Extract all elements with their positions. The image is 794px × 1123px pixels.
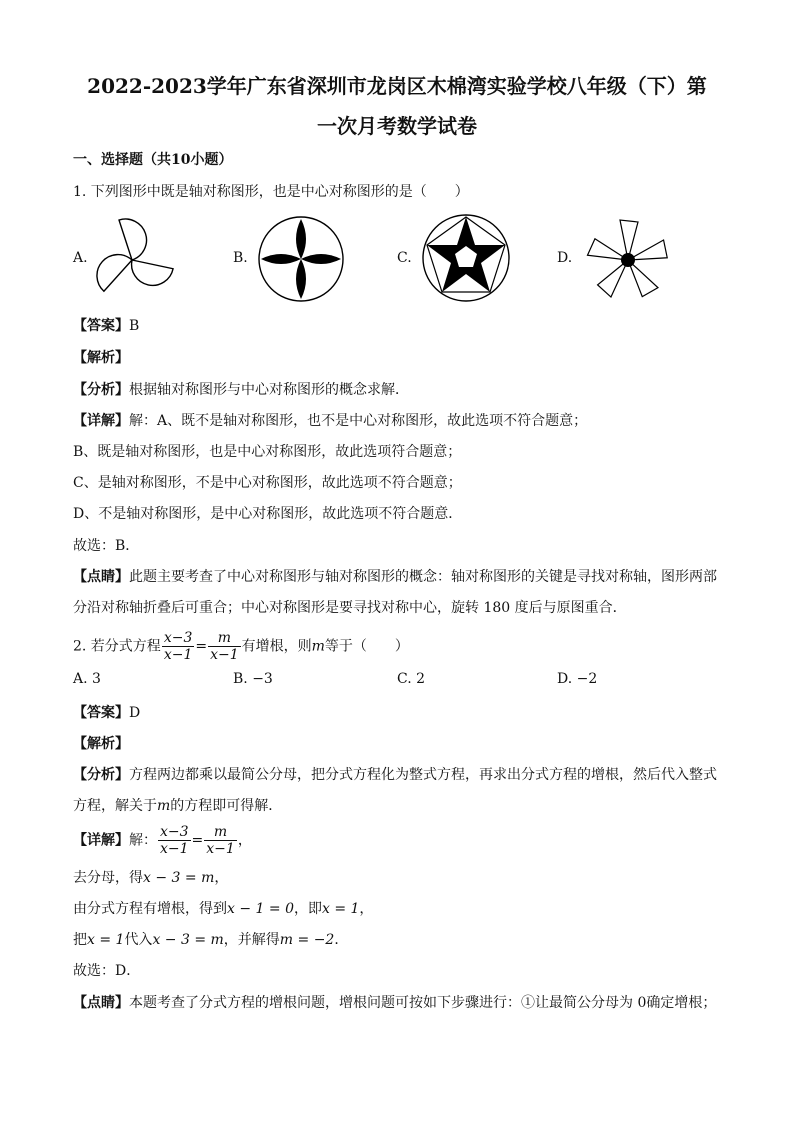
q1-stem: 1. 下列图形中既是轴对称图形，也是中心对称图形的是（ ） xyxy=(73,184,469,200)
q1-analysis-heading: 【解析】 xyxy=(73,350,129,366)
q1-fenxi: 【分析】根据轴对称图形与中心对称图形的概念求解． xyxy=(73,382,409,398)
q1-option-d-label: D. xyxy=(557,250,573,266)
q2-step-1: 去分母，得x − 3 = m， xyxy=(73,870,229,886)
q1-option-a-label: A. xyxy=(73,250,88,266)
q2-choice: 故选：D． xyxy=(73,963,141,979)
q2-detail-fraction-left: $\frac{x-3}{x-1}$ xyxy=(160,824,189,857)
q2-fenxi-2: 方程，解关于m的方程即可得解． xyxy=(73,798,283,814)
q2-stem: 2. 若分式方程 $\frac{x-3}{x-1}$ = $\frac{m}{x-1}$ 有增根，则m等于（ ） xyxy=(73,630,409,663)
q1-option-c-figure xyxy=(420,212,512,304)
q1-detail-b: B、既是轴对称图形，也是中心对称图形，故此选项符合题意； xyxy=(73,444,462,460)
q1-dianjing-1: 【点睛】此题主要考查了中心对称图形与轴对称图形的概念：轴对称图形的关键是寻找对称轴，图形两部 xyxy=(73,569,717,585)
q1-option-a-figure xyxy=(84,210,184,310)
q1-detail-d: D、不是轴对称图形，是中心对称图形，故此选项不符合题意． xyxy=(73,506,463,522)
q2-detail-fraction-right: $\frac{m}{x-1}$ xyxy=(206,824,235,857)
q2-fenxi-1: 【分析】方程两边都乘以最简公分母，把分式方程化为整式方程，再求出分式方程的增根，然后代入整式 xyxy=(73,767,717,783)
q1-option-b-figure xyxy=(256,214,346,304)
q1-option-d-figure xyxy=(580,212,676,308)
q1-detail-c: C、是轴对称图形，不是中心对称图形，故此选项不符合题意； xyxy=(73,475,462,491)
q2-fraction-right: $\frac{m}{x-1}$ xyxy=(210,630,239,663)
q1-answer: 【答案】B xyxy=(73,318,140,334)
q2-option-c: C. 2 xyxy=(397,671,426,687)
section-heading: 一、选择题（共10小题） xyxy=(73,152,233,168)
q1-option-c-label: C. xyxy=(397,250,412,266)
q2-option-b: B. −3 xyxy=(233,671,273,687)
q2-analysis-heading: 【解析】 xyxy=(73,736,129,752)
document-title-line-2: 一次月考数学试卷 xyxy=(317,114,477,138)
q2-fraction-left: $\frac{x-3}{x-1}$ xyxy=(163,630,193,663)
q1-dianjing-2: 分沿对称轴折叠后可重合；中心对称图形是要寻找对称中心，旋转 180 度后与原图重合． xyxy=(73,600,627,616)
q1-choice: 故选：B． xyxy=(73,538,140,554)
q2-dianjing: 【点睛】本题考查了分式方程的增根问题，增根问题可按如下步骤进行：①让最简公分母为 0确定增根； xyxy=(73,995,717,1011)
q2-option-a: A. 3 xyxy=(73,671,101,687)
q2-step-2: 由分式方程有增根，得到x − 1 = 0，即x = 1， xyxy=(73,901,374,917)
q1-xiangjie: 【详解】解：A、既不是轴对称图形，也不是中心对称图形，故此选项不符合题意； xyxy=(73,413,588,429)
q2-answer: 【答案】D xyxy=(73,705,141,721)
q2-xiangjie: 【详解】解： $\frac{x-3}{x-1}$ = $\frac{m}{x-1}$ ， xyxy=(73,824,252,857)
q2-step-3: 把x = 1代入x − 3 = m，并解得m = −2． xyxy=(73,932,349,948)
q2-option-d: D. −2 xyxy=(557,671,598,687)
q1-option-b-label: B. xyxy=(233,250,248,266)
document-title-line-1: 2022-2023学年广东省深圳市龙岗区木棉湾实验学校八年级（下）第 xyxy=(87,74,707,98)
